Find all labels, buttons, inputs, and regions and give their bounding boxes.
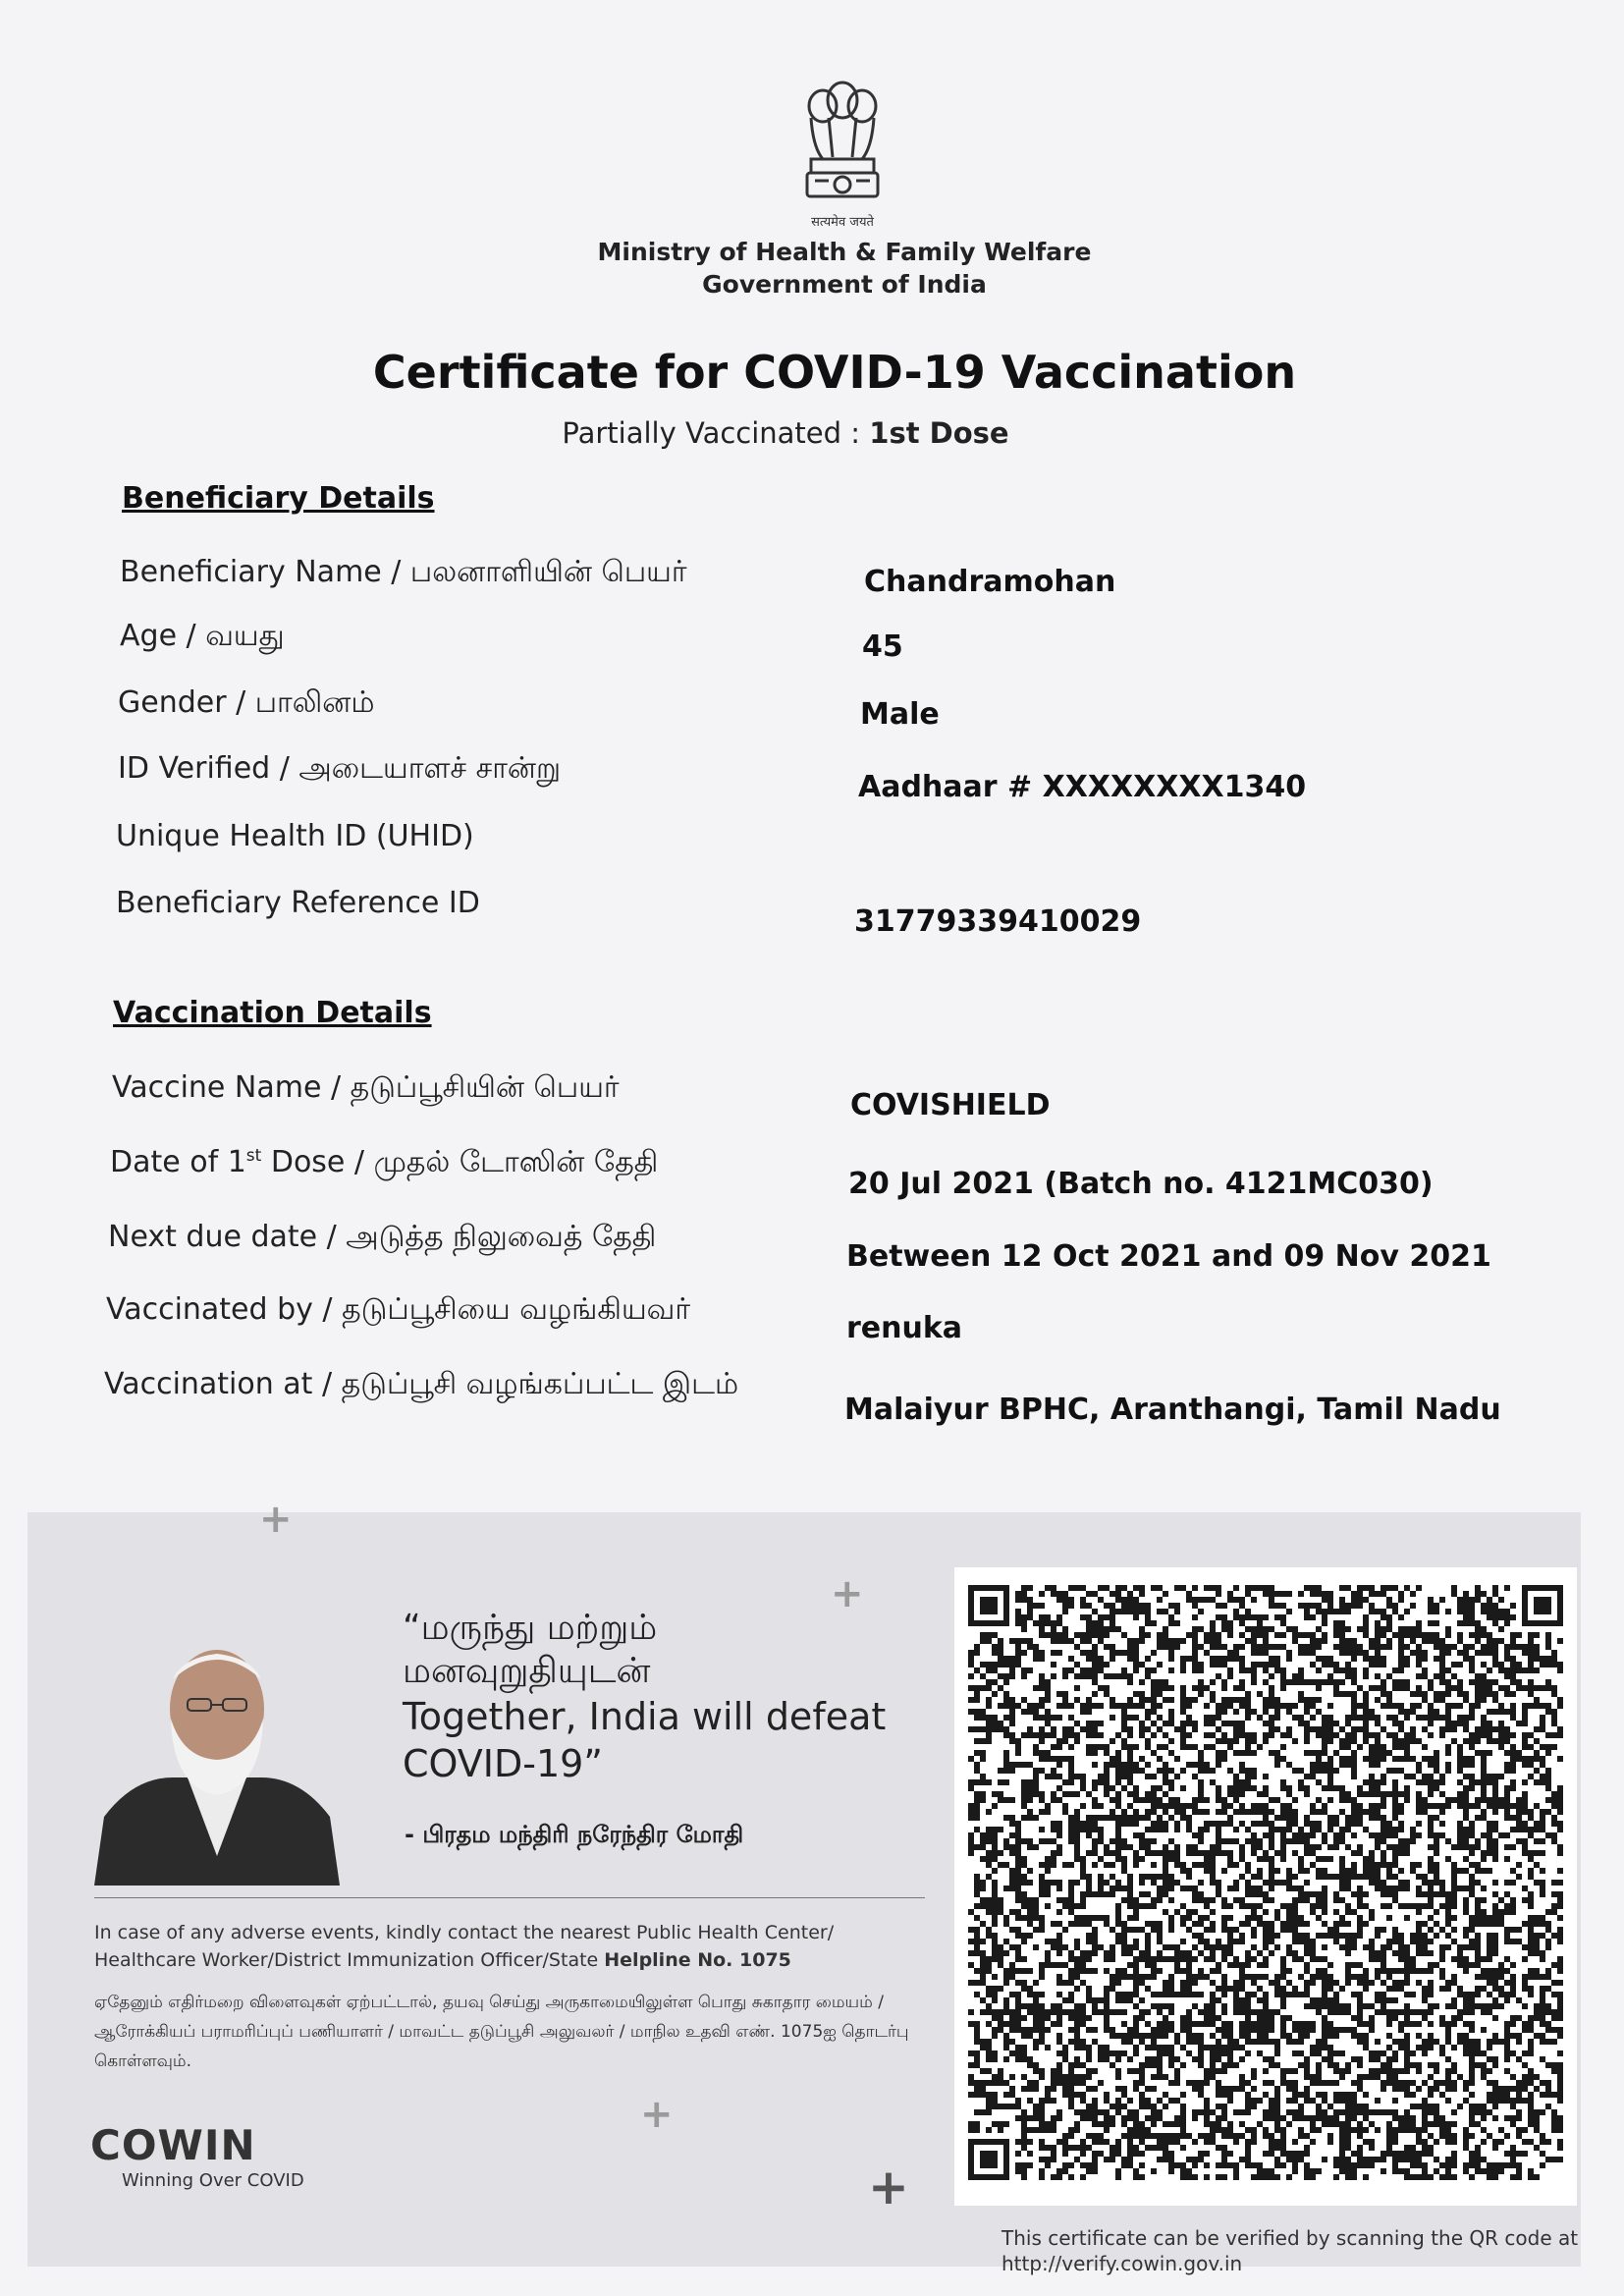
first-dose-label-pre: Date of 1 (110, 1145, 246, 1179)
pm-quote (403, 1607, 933, 1787)
reference-id-label: Beneficiary Reference ID (116, 886, 480, 920)
next-due-date-label: Next due date / அடுத்த நிலுவைத் தேதி (108, 1220, 657, 1254)
vaccinated-by-value: renuka (846, 1311, 963, 1345)
status-dose: 1st Dose (869, 416, 1009, 450)
adverse-event-advice-tamil: ஏதேனும் எதிர்மறை விளைவுகள் ஏற்பட்டால், தயவு செய்து அருகாமையிலுள்ள பொது சுகாதார மையம் / ஆரோக்கியப் பராமரிப்புப் பணியாளர் / மாவட்ட தடுப்பூசி அலுவலர் / மாநில உதவி எண். 1075ஐ தொடர்பு கொள்ளவும். (94, 1993, 909, 2071)
verification-qr-code[interactable] (968, 1585, 1563, 2180)
emblem-motto: सत्यमेव जयते (811, 215, 874, 230)
qr-verify-note (1001, 2225, 1591, 2276)
first-dose-date-label (110, 1145, 658, 1183)
reference-id-value: 31779339410029 (854, 904, 1142, 939)
vaccination-details-heading: Vaccination Details (113, 996, 432, 1030)
cowin-logo: COWIN (90, 2121, 256, 2169)
plus-decoration-icon: + (259, 1497, 293, 1542)
quote-english-line-2: COVID-19” (403, 1742, 603, 1785)
next-due-date-value: Between 12 Oct 2021 and 09 Nov 2021 (846, 1239, 1491, 1274)
vaccination-at-label: Vaccination at / தடுப்பூசி வழங்கப்பட்ட இடம் (104, 1367, 739, 1401)
ministry-line-2: Government of India (702, 270, 987, 299)
id-verified-label: ID Verified / அடையாளச் சான்று (118, 751, 562, 786)
advice-text: In case of any adverse events, kindly contact the nearest Public Health Center/ Healthcare Worker/District Immunization Officer/State (94, 1922, 835, 1971)
first-dose-date-value: 20 Jul 2021 (Batch no. 4121MC030) (848, 1167, 1434, 1201)
verify-url: http://verify.cowin.gov.in (1001, 2252, 1243, 2275)
prime-minister-photo (94, 1630, 340, 1886)
quote-english-line-1: Together, India will defeat (403, 1695, 887, 1738)
plus-decoration-icon: + (640, 2092, 674, 2137)
adverse-event-advice (94, 1919, 939, 1974)
quote-attribution: - பிரதம மந்திரி நரேந்திர மோதி (405, 1821, 744, 1848)
id-verified-value: Aadhaar # XXXXXXXX1340 (858, 770, 1307, 804)
ministry-name (550, 236, 1139, 301)
plus-decoration-icon: + (831, 1571, 864, 1616)
vaccination-at-value: Malaiyur BPHC, Aranthangi, Tamil Nadu (844, 1393, 1501, 1427)
vaccine-name-value: COVISHIELD (850, 1088, 1051, 1122)
beneficiary-name-label: Beneficiary Name / பலனாளியின் பெயர் (120, 555, 687, 589)
vaccination-status (393, 416, 1178, 450)
gender-value: Male (860, 697, 940, 732)
verify-note-line-1: This certificate can be verified by scanning the QR code at (1001, 2226, 1579, 2250)
helpline-number: Helpline No. 1075 (604, 1949, 791, 1971)
quote-tamil-line-2: மனவுறுதியுடன் (403, 1651, 651, 1691)
quote-tamil-line-1: “மருந்து மற்றும் (403, 1608, 658, 1648)
age-label: Age / வயது (120, 619, 285, 653)
cowin-tagline: Winning Over COVID (122, 2170, 304, 2191)
ministry-line-1: Ministry of Health & Family Welfare (597, 238, 1092, 266)
banner-divider (94, 1897, 925, 1898)
plus-decoration-icon: + (868, 2159, 909, 2215)
status-prefix: Partially Vaccinated : (562, 416, 870, 450)
vaccine-name-label: Vaccine Name / தடுப்பூசியின் பெயர் (112, 1070, 620, 1105)
first-dose-label-sup: st (245, 1146, 262, 1166)
beneficiary-details-heading: Beneficiary Details (122, 481, 435, 516)
uhid-label: Unique Health ID (UHID) (116, 819, 474, 853)
national-emblem-icon (793, 79, 892, 216)
qr-modules (968, 1585, 1563, 2180)
beneficiary-name-value: Chandramohan (864, 565, 1116, 599)
first-dose-label-post: Dose / முதல் டோஸின் தேதி (261, 1145, 659, 1179)
gender-label: Gender / பாலினம் (118, 685, 375, 720)
certificate-title: Certificate for COVID-19 Vaccination (372, 346, 1297, 399)
age-value: 45 (862, 629, 903, 664)
vaccinated-by-label: Vaccinated by / தடுப்பூசியை வழங்கியவர் (106, 1292, 691, 1327)
